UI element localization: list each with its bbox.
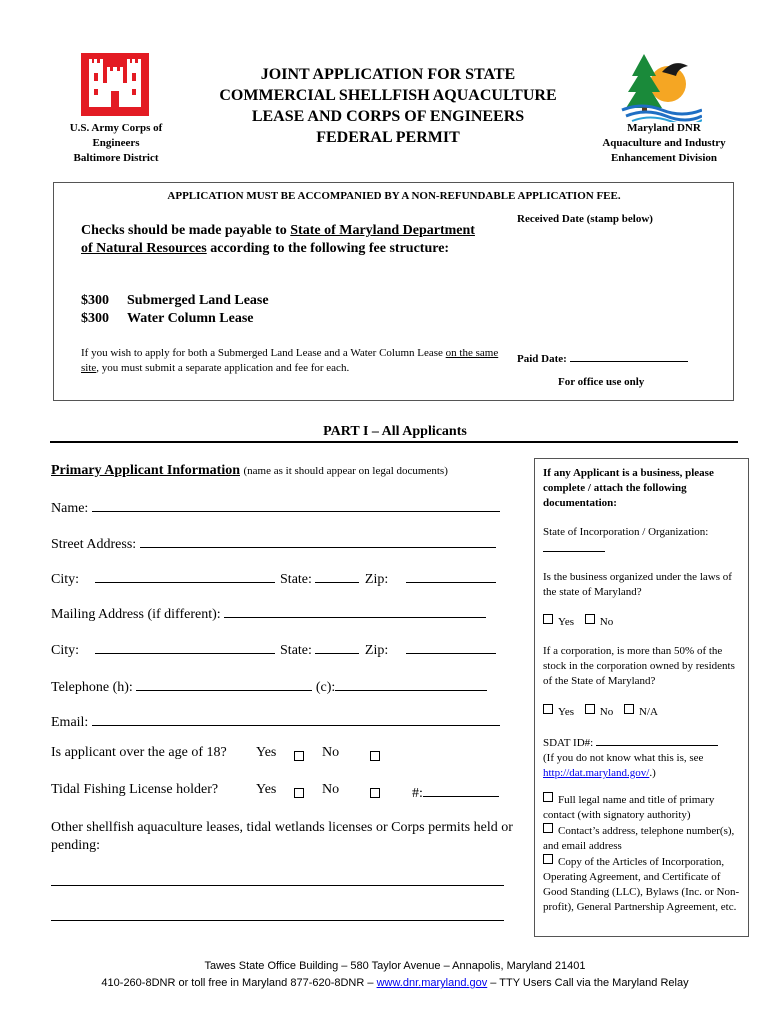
age-yes-checkbox[interactable] [294, 749, 309, 767]
organized-options[interactable]: Yes No [543, 614, 743, 630]
other-leases-line-2[interactable] [51, 920, 504, 921]
form-title: JOINT APPLICATION FOR STATE COMMERCIAL SHELLFISH AQUACULTURE LEASE AND CORPS OF ENGINEERS FEDERAL PERMIT [219, 66, 557, 146]
incorporation-field[interactable]: State of Incorporation / Organization: [543, 525, 743, 557]
maryland-dnr-logo [618, 50, 702, 122]
other-leases-line-1[interactable] [51, 885, 504, 886]
part-one-divider [50, 441, 738, 443]
organized-yes-checkbox[interactable] [543, 614, 553, 624]
tidal-no-checkbox[interactable] [370, 786, 385, 804]
corp-no-checkbox[interactable] [585, 704, 595, 714]
paid-date-field[interactable]: Paid Date: [517, 347, 688, 365]
doc-item[interactable]: Full legal name and title of primary contact (with signatory authority) [543, 794, 715, 821]
tidal-yes-checkbox[interactable] [294, 786, 309, 804]
doc-item[interactable]: Contact’s address, telephone number(s), and email address [543, 825, 735, 852]
part-one-title: PART I – All Applicants [323, 424, 467, 439]
tidal-no-option[interactable]: No [322, 782, 340, 797]
dnr-website-link[interactable]: www.dnr.maryland.gov [376, 977, 488, 989]
doc-item[interactable]: Copy of the Articles of Incorporation, Operating Agreement, and Certificate of Good Standing (LLC), Bylaws (Inc. or Non-profit), General Partnership Agreement, etc. [543, 856, 740, 913]
organized-no-checkbox[interactable] [585, 614, 595, 624]
tidal-license-question: Tidal Fishing License holder? [51, 782, 219, 797]
fee-structure [81, 292, 269, 328]
fee-row: $300 Water Column Lease [81, 311, 254, 326]
required-documents-list [543, 792, 743, 915]
office-use-label: For office use only [558, 376, 645, 388]
dnr-tree-heron-icon [618, 50, 702, 122]
usace-district-label: U.S. Army Corps of Engineers Baltimore District [69, 122, 163, 164]
usace-castle-logo [81, 53, 149, 116]
city-state-zip-row[interactable]: City: State: Zip: [51, 568, 511, 588]
mailing-address-field[interactable]: Mailing Address (if different): [51, 603, 486, 623]
sdat-id-field[interactable]: SDAT ID#: (If you do not know what this is, see http://dat.maryland.gov/.) [543, 734, 743, 781]
primary-applicant-header: Primary Applicant Information (name as it should appear on legal documents) [51, 463, 448, 478]
street-address-field[interactable]: Street Address: [51, 533, 496, 553]
castle-icon [81, 53, 149, 116]
same-site-note: If you wish to apply for both a Submerged Land Lease and a Water Column Lease on the same site, you must submit a separate application and fee for each. [81, 347, 499, 374]
telephone-field[interactable]: Telephone (h): (c): [51, 676, 487, 696]
checks-payable-text: Checks should be made payable to State of Maryland Department of Natural Resources according to the following fee structure: [81, 223, 475, 256]
mailing-city-state-zip-row[interactable]: City: State: Zip: [51, 639, 511, 659]
corporation-question: If a corporation, is more than 50% of the stock in the corporation owned by residents of the State of Maryland? [543, 645, 735, 687]
age-no-option[interactable]: No [322, 745, 340, 760]
sdat-link[interactable]: http://dat.maryland.gov/ [543, 767, 650, 779]
name-field[interactable]: Name: [51, 497, 500, 517]
corp-na-checkbox[interactable] [624, 704, 634, 714]
fee-row: $300 Submerged Land Lease [81, 293, 269, 308]
other-leases-question: Other shellfish aquaculture leases, tidal wetlands licenses or Corps permits held or pending: [51, 820, 513, 853]
organized-question: Is the business organized under the laws of the state of Maryland? [543, 571, 732, 598]
business-instructions: If any Applicant is a business, please complete / attach the following documentation: [543, 467, 714, 509]
age-yes-option[interactable]: Yes [256, 745, 277, 760]
fee-notice: APPLICATION MUST BE ACCOMPANIED BY A NON-REFUNDABLE APPLICATION FEE. [167, 190, 621, 202]
license-number-field[interactable]: #: [412, 782, 499, 802]
corp-yes-checkbox[interactable] [543, 704, 553, 714]
dnr-division-label: Maryland DNR Aquaculture and Industry Enhancement Division [602, 122, 726, 164]
received-date-label: Received Date (stamp below) [517, 213, 653, 225]
tidal-yes-option[interactable]: Yes [256, 782, 277, 797]
age-no-checkbox[interactable] [370, 749, 385, 767]
age-question: Is applicant over the age of 18? [51, 745, 227, 760]
footer-address: Tawes State Office Building – 580 Taylor Avenue – Annapolis, Maryland 21401 [204, 960, 586, 972]
corporation-options[interactable]: Yes No N/A [543, 704, 743, 720]
footer-contact: 410-260-8DNR or toll free in Maryland 877-620-8DNR – www.dnr.maryland.gov – TTY Users Call via the Maryland Relay [101, 977, 689, 989]
email-field[interactable]: Email: [51, 711, 500, 731]
